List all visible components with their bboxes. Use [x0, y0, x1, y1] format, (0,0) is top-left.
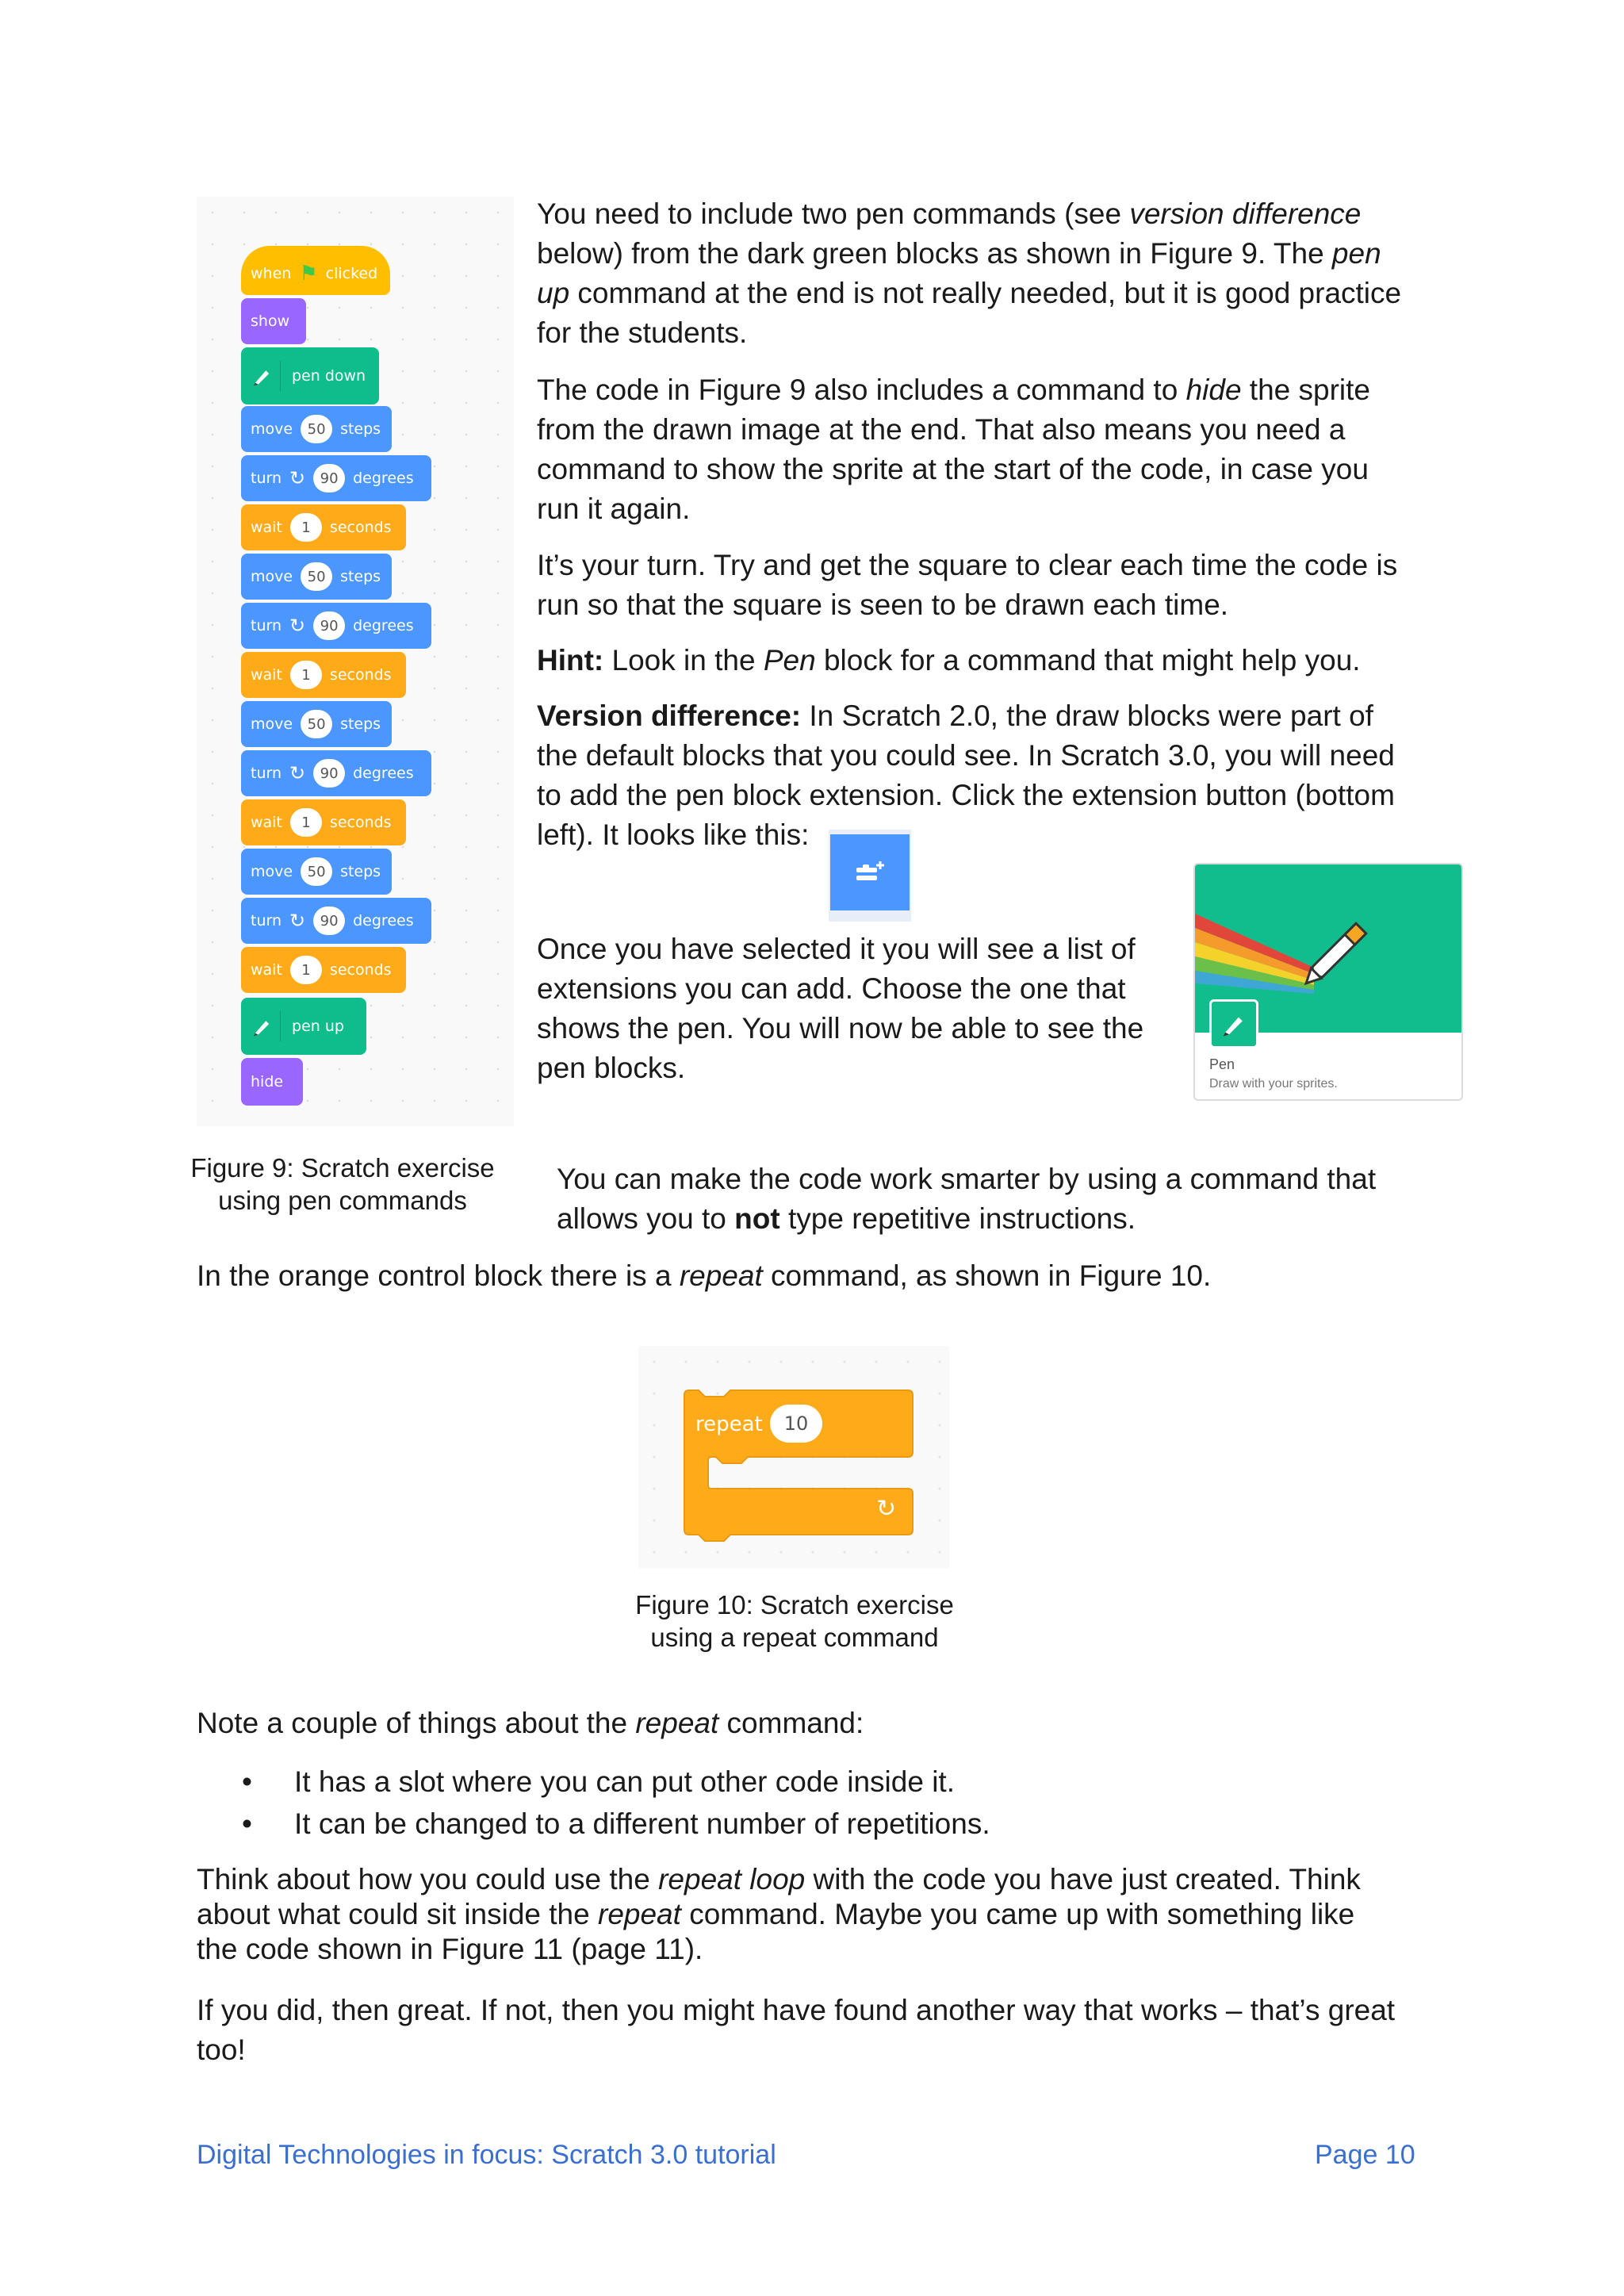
turn-label: turn — [251, 617, 282, 634]
turn-block — [241, 455, 431, 501]
add-extension-icon — [830, 834, 910, 910]
degrees-label: degrees — [353, 765, 414, 782]
bullet-icon: • — [242, 1807, 252, 1840]
extension-button-image — [829, 830, 911, 922]
degrees-input: 90 — [313, 759, 345, 788]
seconds-input: 1 — [290, 661, 322, 689]
paragraph-hide-sprite: The code in Figure 9 also includes a command to hide the sprite from the drawn image at the end. That also means you need a command to show the sprite at the start of the code, in case you run it again. — [537, 374, 1370, 525]
seconds-input: 1 — [290, 808, 322, 837]
bullet-icon: • — [242, 1765, 252, 1798]
move-block — [241, 701, 392, 747]
hide-block — [241, 1058, 303, 1106]
seconds-label: seconds — [329, 961, 392, 979]
when-flag-clicked-block — [241, 246, 390, 295]
loop-arrow-icon: ↻ — [876, 1496, 897, 1522]
seconds-input: 1 — [290, 956, 322, 984]
paragraph-think-repeat-loop: Think about how you could use the repeat loop with the code you have just created. Think about what could sit inside the repeat command. Maybe you came up with something like the code shown in Figure 11 (page 11). — [197, 1863, 1361, 1965]
paragraph-smarter-code: You can make the code work smarter by using a command that allows you to not type repetitive instructions. — [557, 1163, 1377, 1235]
repeat-features-list — [242, 1761, 990, 1845]
repeat-label: repeat — [695, 1412, 763, 1436]
seconds-input: 1 — [290, 513, 322, 542]
footer-document-title: Digital Technologies in focus: Scratch 3.0 tutorial — [197, 2140, 776, 2170]
steps-label: steps — [340, 420, 381, 438]
pen-up-label: pen up — [292, 1018, 344, 1035]
pen-icon — [251, 1011, 281, 1041]
move-label: move — [251, 420, 293, 438]
turn-block — [241, 603, 431, 649]
paragraph-select-extension: Once you have selected it you will see a list of extensions you can add. Choose the one that shows the pen. You will now be able to see the pen blocks. — [537, 933, 1144, 1084]
steps-input: 50 — [301, 710, 332, 738]
pen-down-block — [241, 347, 379, 404]
rotate-clockwise-icon: ↻ — [289, 467, 306, 489]
figure-10-caption: Figure 10: Scratch exercise using a repeat command — [635, 1590, 954, 1652]
steps-label: steps — [340, 863, 381, 880]
paragraph-pen-commands: You need to include two pen commands (see version difference below) from the dark green blocks as shown in Figure 9. The pen up command at the end is not really needed, but it is good practice for the students. — [537, 197, 1402, 349]
turn-label: turn — [251, 470, 282, 487]
paragraph-if-you-did: If you did, then great. If not, then you might have found another way that works – that’s great too! — [197, 1994, 1396, 2066]
rotate-clockwise-icon: ↻ — [289, 615, 306, 637]
paragraph-version-difference: Version difference: In Scratch 2.0, the draw blocks were part of the default blocks that you could see. In Scratch 3.0, you will need to add the pen block extension. Click the extension button (bottom left). It looks like this: — [537, 700, 1395, 851]
pen-icon — [1209, 999, 1258, 1048]
move-label: move — [251, 863, 293, 880]
turn-block — [241, 898, 431, 944]
seconds-label: seconds — [329, 666, 392, 684]
turn-label: turn — [251, 765, 282, 782]
wait-block — [241, 947, 406, 993]
pen-icon — [251, 361, 281, 391]
green-flag-icon: ⚑ — [299, 262, 318, 286]
when-label: when — [251, 265, 292, 282]
list-item: • It has a slot where you can put other code inside it. — [242, 1761, 990, 1803]
steps-label: steps — [340, 715, 381, 733]
move-label: move — [251, 715, 293, 733]
turn-label: turn — [251, 912, 282, 930]
move-label: move — [251, 568, 293, 585]
show-label: show — [251, 312, 290, 330]
figure-9-caption: Figure 9: Scratch exercise using pen commands — [190, 1153, 495, 1215]
move-block — [241, 406, 392, 452]
pen-extension-description: Draw with your sprites. — [1209, 1077, 1338, 1091]
move-block — [241, 849, 392, 895]
steps-input: 50 — [301, 562, 332, 591]
seconds-label: seconds — [329, 814, 392, 831]
hide-label: hide — [251, 1073, 284, 1091]
degrees-input: 90 — [313, 464, 345, 493]
degrees-input: 90 — [313, 907, 345, 935]
pen-up-block — [241, 998, 366, 1055]
paragraph-hint: Hint: Look in the Pen block for a command that might help you. — [537, 644, 1361, 677]
figure-10-repeat-block — [638, 1346, 949, 1568]
seconds-label: seconds — [329, 519, 392, 536]
pen-extension-card — [1193, 863, 1463, 1101]
degrees-label: degrees — [353, 470, 414, 487]
turn-block — [241, 750, 431, 796]
paragraph-your-turn: It’s your turn. Try and get the square to clear each time the code is run so that the square is seen to be drawn each time. — [537, 549, 1398, 621]
wait-label: wait — [251, 666, 282, 684]
clicked-label: clicked — [325, 265, 378, 282]
wait-block — [241, 504, 406, 550]
wait-block — [241, 799, 406, 845]
degrees-input: 90 — [313, 611, 345, 640]
rotate-clockwise-icon: ↻ — [289, 910, 306, 932]
footer-page-number: Page 10 — [1315, 2140, 1415, 2170]
degrees-label: degrees — [353, 912, 414, 930]
paragraph-note-repeat: Note a couple of things about the repeat command: — [197, 1707, 864, 1739]
move-block — [241, 554, 392, 600]
figure-9-scratch-code — [197, 197, 514, 1126]
wait-label: wait — [251, 519, 282, 536]
rotate-clockwise-icon: ↻ — [289, 762, 306, 784]
paragraph-repeat-command: In the orange control block there is a repeat command, as shown in Figure 10. — [197, 1259, 1212, 1292]
repeat-count-input: 10 — [770, 1405, 822, 1443]
show-block — [241, 298, 306, 344]
degrees-label: degrees — [353, 617, 414, 634]
wait-block — [241, 652, 406, 698]
list-item: • It can be changed to a different number of repetitions. — [242, 1803, 990, 1845]
wait-label: wait — [251, 814, 282, 831]
steps-input: 50 — [301, 857, 332, 886]
pen-down-label: pen down — [292, 367, 366, 385]
wait-label: wait — [251, 961, 282, 979]
pen-extension-name: Pen — [1209, 1056, 1235, 1072]
steps-input: 50 — [301, 415, 332, 443]
steps-label: steps — [340, 568, 381, 585]
